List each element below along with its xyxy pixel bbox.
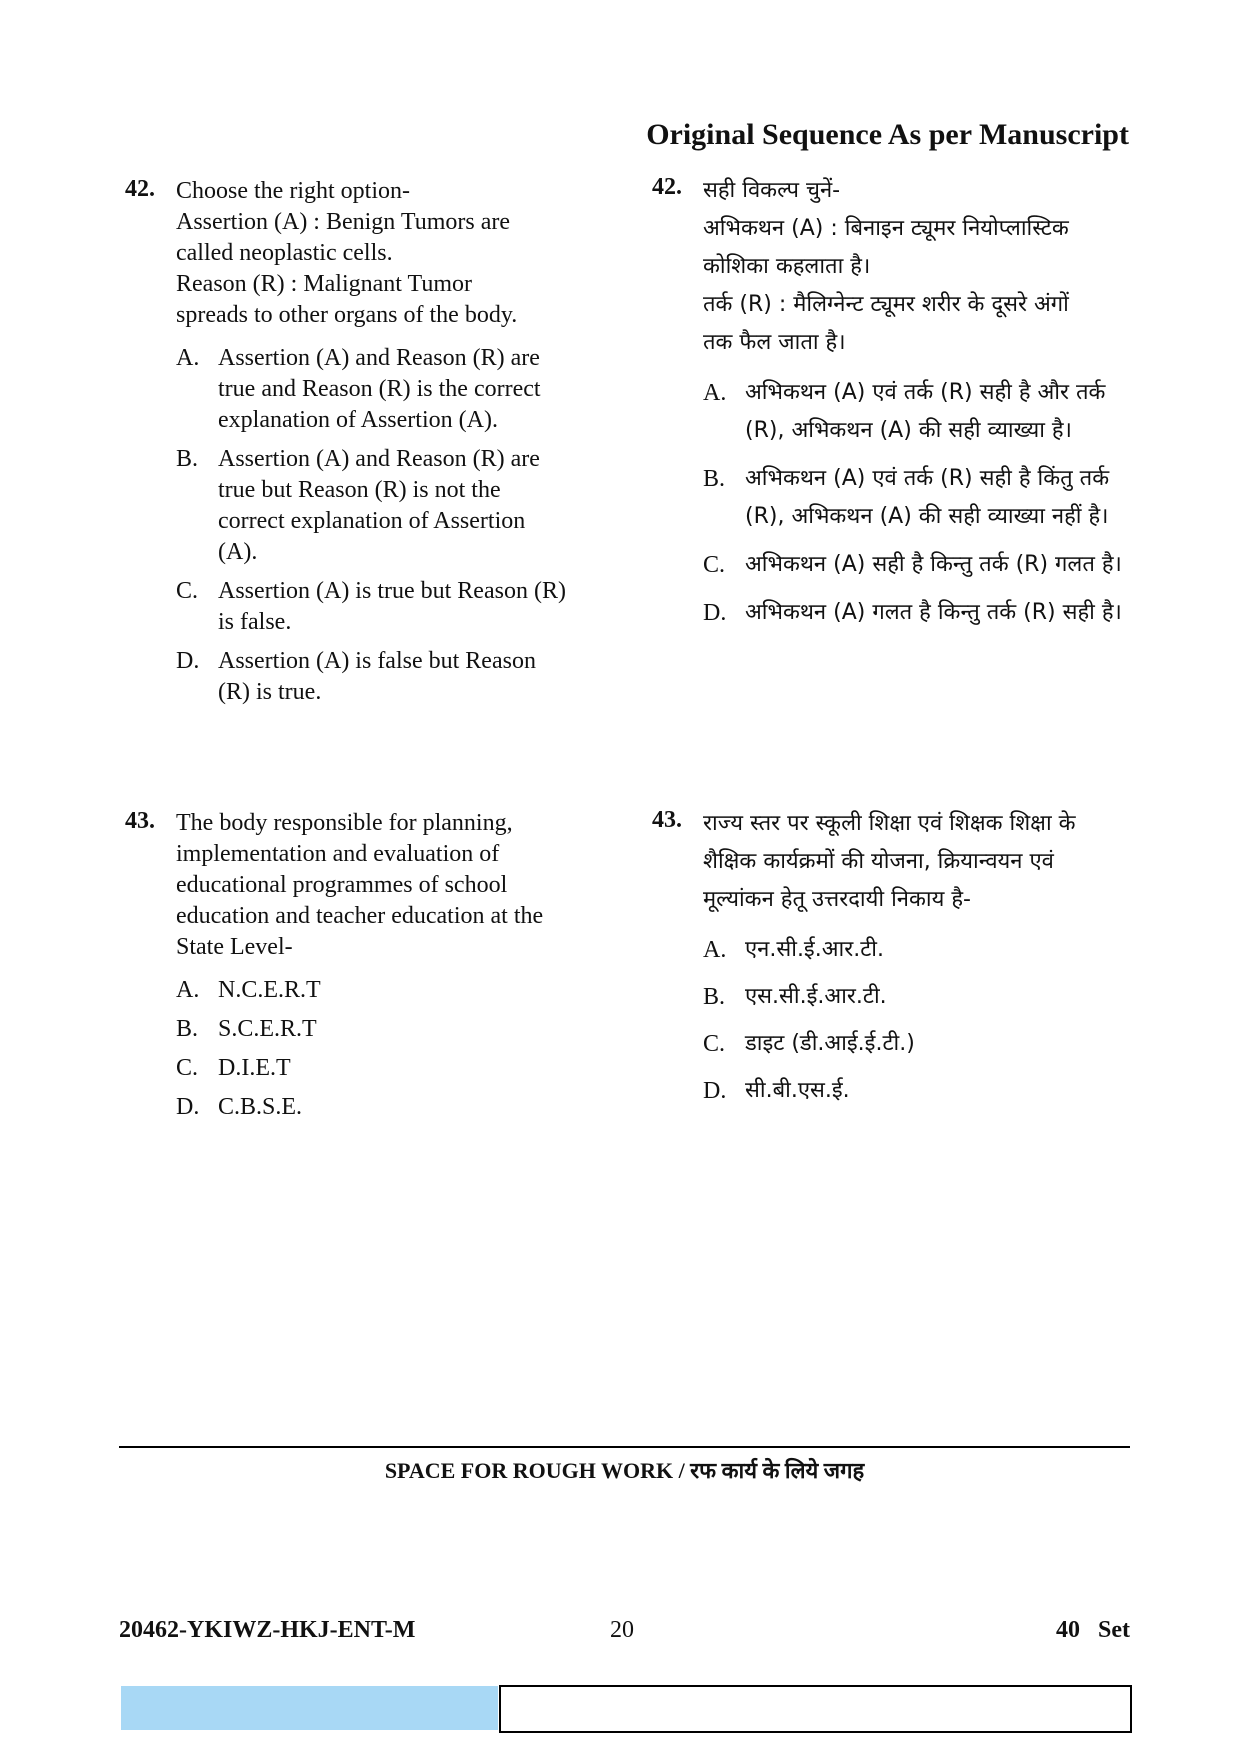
option-b[interactable] xyxy=(703,978,1132,1016)
option-text: डाइट (डी.आई.ई.टी.) xyxy=(745,1031,915,1056)
option-letter: A. xyxy=(176,977,200,1003)
question-line: educational programmes of school xyxy=(176,872,508,898)
option-a[interactable] xyxy=(176,343,566,436)
option-text: एस.सी.ई.आर.टी. xyxy=(745,984,887,1009)
option-letter: D. xyxy=(703,600,727,626)
option-a[interactable] xyxy=(703,374,1123,450)
options-list xyxy=(176,343,605,708)
question-line: अभिकथन (A) : बिनाइन ट्यूमर नियोप्लास्टिक xyxy=(703,216,1069,241)
question-line: implementation and evaluation of xyxy=(176,841,500,867)
option-d[interactable] xyxy=(176,646,566,708)
rough-work-divider xyxy=(119,1446,1130,1448)
question-line: Assertion (A) : Benign Tumors are xyxy=(176,209,510,235)
option-letter: D. xyxy=(703,1078,727,1104)
option-text: अभिकथन (A) गलत है किन्तु तर्क (R) सही है। xyxy=(745,600,1122,625)
option-c[interactable] xyxy=(176,576,566,638)
question-43-hindi xyxy=(652,805,1132,1120)
page-heading: Original Sequence As per Manuscript xyxy=(646,118,1129,151)
option-letter: C. xyxy=(703,1031,726,1057)
option-a[interactable] xyxy=(176,975,625,1006)
option-letter: C. xyxy=(176,1055,199,1081)
question-line: राज्य स्तर पर स्कूली शिक्षा एवं शिक्षक शिक्षा के xyxy=(703,811,1076,836)
question-line: तर्क (R) : मैलिग्नेन्ट ट्यूमर शरीर के दूसरे अंगों xyxy=(703,292,1069,317)
option-a[interactable] xyxy=(703,931,1132,969)
option-b[interactable] xyxy=(703,460,1123,536)
question-line: कोशिका कहलाता है। xyxy=(703,254,871,279)
question-line: called neoplastic cells. xyxy=(176,240,393,266)
question-42-english xyxy=(125,176,605,716)
rough-work-label: SPACE FOR ROUGH WORK / रफ कार्य के लिये जगह xyxy=(384,1458,865,1483)
question-text xyxy=(703,172,1132,362)
options-list xyxy=(176,975,625,1123)
question-line: सही विकल्प चुनें- xyxy=(703,178,841,203)
option-text: C.B.S.E. xyxy=(218,1094,303,1120)
option-c[interactable] xyxy=(703,546,1123,584)
footer-code: 20462-YKIWZ-HKJ-ENT-M xyxy=(119,1617,416,1643)
option-letter: C. xyxy=(176,578,199,604)
question-43-english xyxy=(125,808,625,1131)
option-d[interactable] xyxy=(176,1092,625,1123)
option-c[interactable] xyxy=(176,1053,625,1084)
question-text xyxy=(176,808,625,963)
option-letter: A. xyxy=(176,345,200,371)
option-letter: A. xyxy=(703,380,727,406)
option-text: अभिकथन (A) सही है किन्तु तर्क (R) गलत है। xyxy=(745,552,1122,577)
option-letter: B. xyxy=(176,446,199,472)
option-b[interactable] xyxy=(176,444,566,568)
question-number: 43. xyxy=(652,807,682,833)
question-line: spreads to other organs of the body. xyxy=(176,302,518,328)
option-c[interactable] xyxy=(703,1025,1132,1063)
option-text: Assertion (A) is true but Reason (R) is false. xyxy=(218,578,566,635)
option-text: S.C.E.R.T xyxy=(218,1016,317,1042)
question-line: Choose the right option- xyxy=(176,178,410,204)
question-line: The body responsible for planning, xyxy=(176,810,513,836)
option-letter: B. xyxy=(703,984,726,1010)
option-b[interactable] xyxy=(176,1014,625,1045)
option-text: अभिकथन (A) एवं तर्क (R) सही है और तर्क (R), अभिकथन (A) की सही व्याख्या है। xyxy=(745,380,1106,443)
option-letter: D. xyxy=(176,1094,200,1120)
option-d[interactable] xyxy=(703,1072,1132,1110)
question-line: State Level- xyxy=(176,934,293,960)
question-number: 42. xyxy=(125,176,155,202)
question-text xyxy=(703,805,1132,919)
question-number: 43. xyxy=(125,808,155,834)
option-text: Assertion (A) and Reason (R) are true and Reason (R) is the correct explanation of Assertion (A). xyxy=(218,345,541,433)
footer-color-bar xyxy=(121,1686,498,1730)
question-line: मूल्यांकन हेतू उत्तरदायी निकाय है- xyxy=(703,887,971,912)
footer-empty-box xyxy=(499,1685,1132,1733)
footer-page-number: 20 xyxy=(610,1617,634,1643)
question-text xyxy=(176,176,605,331)
option-text: N.C.E.R.T xyxy=(218,977,321,1003)
option-d[interactable] xyxy=(703,594,1123,632)
question-42-hindi xyxy=(652,172,1132,642)
option-text: सी.बी.एस.ई. xyxy=(745,1078,850,1103)
option-letter: B. xyxy=(176,1016,199,1042)
question-line: education and teacher education at the xyxy=(176,903,544,929)
options-list xyxy=(703,374,1132,632)
option-letter: B. xyxy=(703,466,726,492)
option-letter: A. xyxy=(703,937,727,963)
option-letter: D. xyxy=(176,648,200,674)
question-number: 42. xyxy=(652,174,682,200)
option-text: Assertion (A) is false but Reason (R) is true. xyxy=(218,648,536,705)
question-line: तक फैल जाता है। xyxy=(703,330,846,355)
question-line: शैक्षिक कार्यक्रमों की योजना, क्रियान्वयन एवं xyxy=(703,849,1054,874)
question-line: Reason (R) : Malignant Tumor xyxy=(176,271,473,297)
footer-set-label: 40 Set xyxy=(1056,1617,1130,1643)
option-letter: C. xyxy=(703,552,726,578)
option-text: D.I.E.T xyxy=(218,1055,291,1081)
options-list xyxy=(703,931,1132,1110)
option-text: Assertion (A) and Reason (R) are true but Reason (R) is not the correct explanation of Assertion (A). xyxy=(218,446,540,565)
option-text: अभिकथन (A) एवं तर्क (R) सही है किंतु तर्क (R), अभिकथन (A) की सही व्याख्या नहीं है। xyxy=(745,466,1110,529)
option-text: एन.सी.ई.आर.टी. xyxy=(745,937,884,962)
